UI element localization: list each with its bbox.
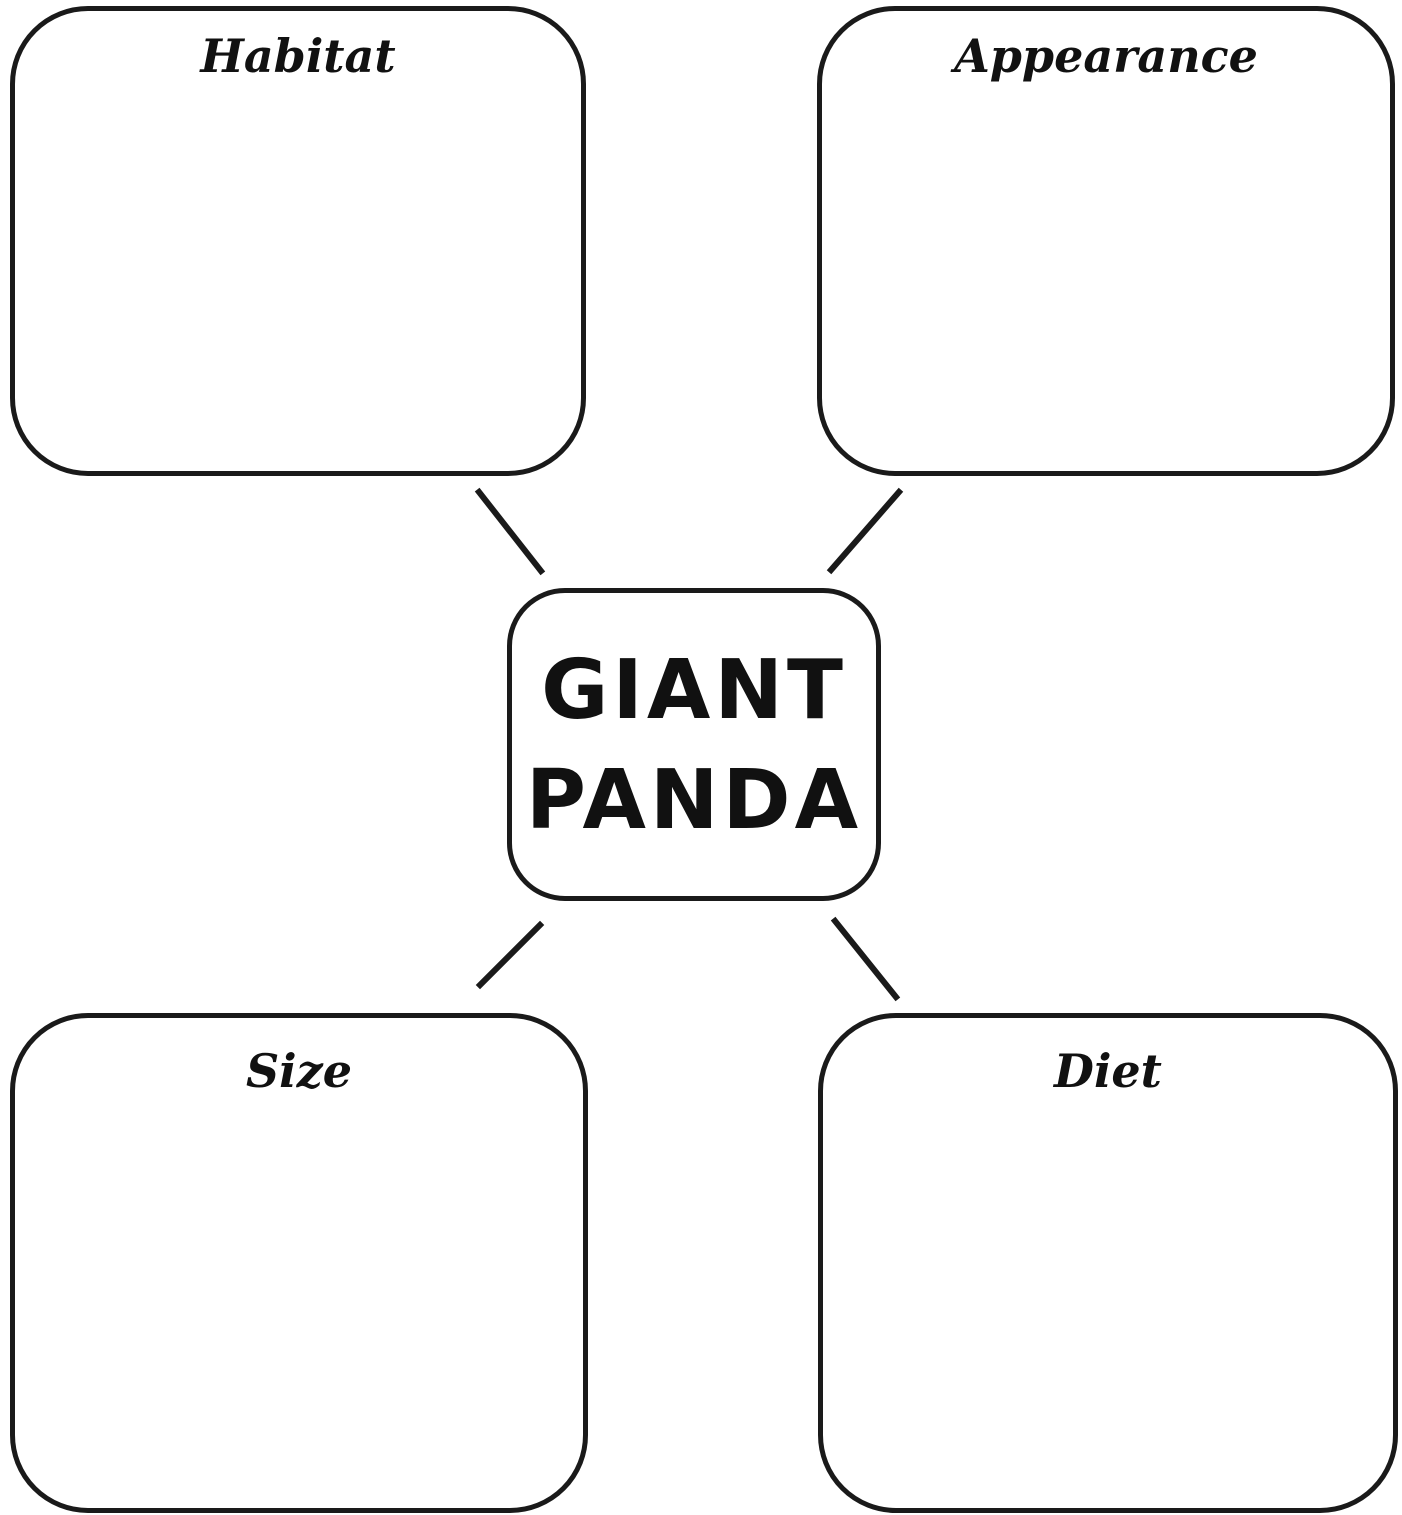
size-box[interactable] <box>10 1013 588 1513</box>
size-label: Size <box>245 1044 353 1098</box>
center-title-line-2: PANDA <box>525 753 863 848</box>
diet-box[interactable] <box>818 1013 1398 1513</box>
connector-habitat <box>479 492 541 571</box>
center-title-line-1: GIANT <box>541 643 847 738</box>
appearance-label: Appearance <box>954 29 1258 83</box>
connector-appearance <box>831 492 899 570</box>
diet-label: Diet <box>1054 1044 1162 1098</box>
connector-size <box>480 925 540 985</box>
connector-diet <box>835 921 896 997</box>
appearance-box[interactable] <box>817 6 1395 476</box>
habitat-label: Habitat <box>200 29 396 83</box>
center-topic-box <box>507 588 881 901</box>
habitat-box[interactable] <box>10 6 586 476</box>
